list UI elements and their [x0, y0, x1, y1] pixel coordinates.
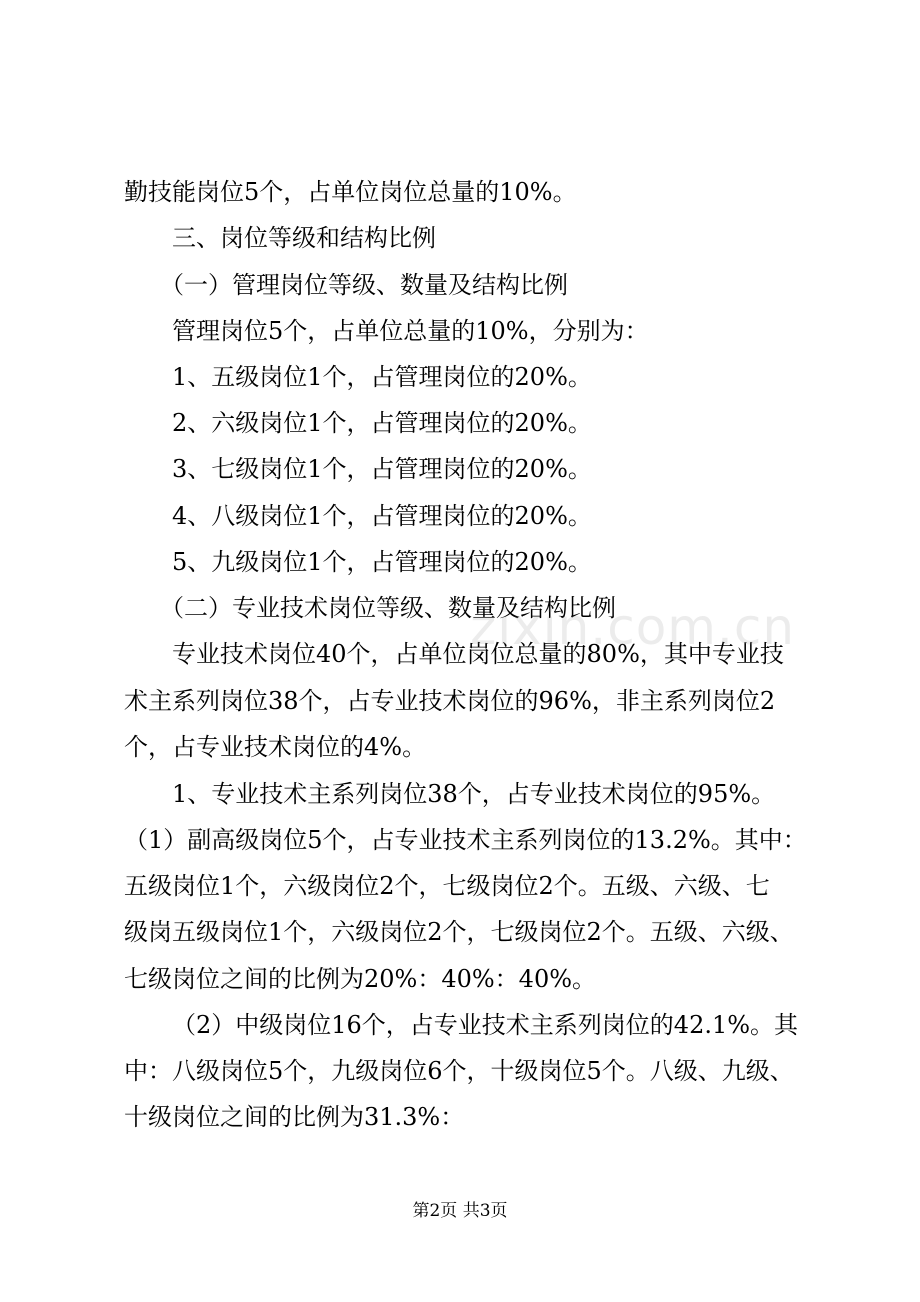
section-heading-3: 三、岗位等级和结构比例 — [172, 224, 436, 252]
body-line-17: 级岗五级岗位1个，六级岗位2个，七级岗位2个。五级、六级、 — [124, 918, 794, 946]
list-item-1: 1、五级岗位1个，占管理岗位的20%。 — [172, 363, 592, 391]
list-item-3: 3、七级岗位1个，占管理岗位的20%。 — [172, 455, 592, 483]
body-line-16: 五级岗位1个，六级岗位2个，七级岗位2个。五级、六级、七 — [124, 872, 770, 900]
body-line-1: 勤技能岗位5个，占单位岗位总量的10%。 — [124, 178, 577, 206]
body-line-13: 个，占专业技术岗位的4%。 — [124, 733, 427, 761]
list-item-4: 4、八级岗位1个，占管理岗位的20%。 — [172, 502, 592, 530]
body-line-15: （1）副高级岗位5个，占专业技术主系列岗位的13.2%。其中： — [124, 826, 807, 854]
list-item-2: 2、六级岗位1个，占管理岗位的20%。 — [172, 409, 592, 437]
list-item-5: 5、九级岗位1个，占管理岗位的20%。 — [172, 548, 592, 576]
watermark: zixin.com.cn — [470, 598, 796, 656]
page-footer: 第2页 共3页 — [412, 1201, 508, 1221]
body-line-12: 术主系列岗位38个，占专业技术岗位的96%，非主系列岗位2 — [124, 687, 776, 715]
body-line-14: 1、专业技术主系列岗位38个，占专业技术岗位的95%。 — [172, 780, 776, 808]
body-line-21: 十级岗位之间的比例为31.3%： — [124, 1103, 465, 1131]
body-line-19: （2）中级岗位16个，占专业技术主系列岗位的42.1%。其 — [172, 1011, 799, 1039]
subsection-heading-2: （二）专业技术岗位等级、数量及结构比例 — [160, 594, 616, 622]
body-line-4: 管理岗位5个，占单位总量的10%，分别为： — [172, 317, 649, 345]
body-line-18: 七级岗位之间的比例为20%：40%：40%。 — [124, 965, 597, 993]
body-line-20: 中：八级岗位5个，九级岗位6个，十级岗位5个。八级、九级、 — [124, 1057, 794, 1085]
subsection-heading-1: （一）管理岗位等级、数量及结构比例 — [160, 271, 568, 299]
body-line-11: 专业技术岗位40个，占单位岗位总量的80%，其中专业技 — [172, 640, 784, 668]
